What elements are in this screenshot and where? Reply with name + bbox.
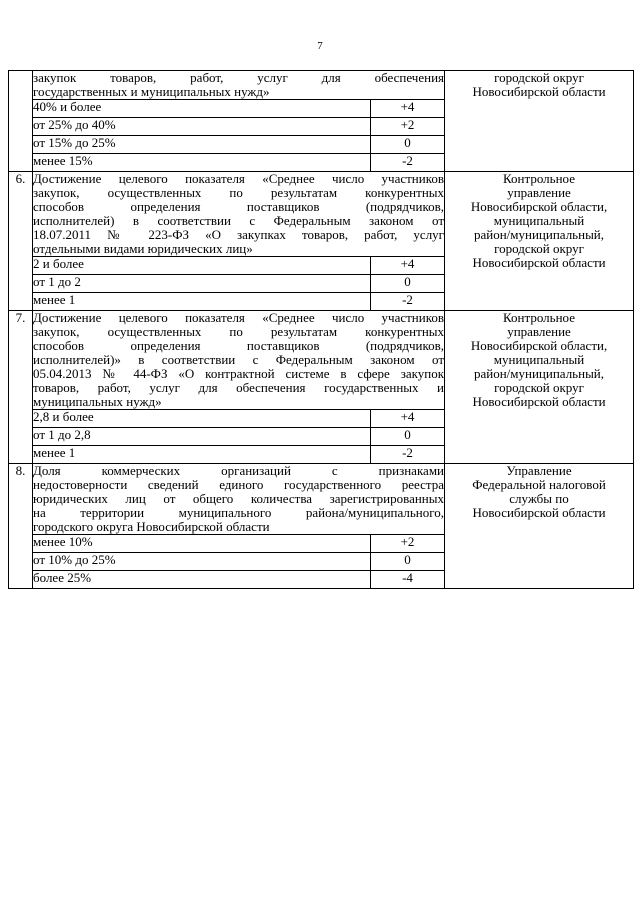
responsible-line: Новосибирской области bbox=[472, 394, 606, 409]
description-line: отдельными видами юридических лиц» bbox=[33, 241, 253, 256]
responsible-line: Управление bbox=[506, 463, 572, 478]
description-line: недостоверности сведений единого государственного реестра bbox=[33, 477, 445, 492]
option-label: 2 и более bbox=[33, 257, 371, 275]
criterion-description bbox=[33, 311, 445, 410]
option-score: +4 bbox=[371, 100, 445, 118]
option-label: от 10% до 25% bbox=[33, 553, 371, 571]
description-line: исполнителей) в соответствии с Федеральным законом от bbox=[33, 213, 445, 228]
option-score: 0 bbox=[371, 428, 445, 446]
option-score: +2 bbox=[371, 118, 445, 136]
responsible-line: Контрольное bbox=[503, 171, 575, 186]
option-label: 40% и более bbox=[33, 100, 371, 118]
responsible-line: городской округ bbox=[494, 380, 584, 395]
table-row bbox=[9, 172, 634, 257]
responsible-line: Новосибирской области bbox=[472, 255, 606, 270]
description-line: закупок, осуществленных по результатам конкурентных bbox=[33, 185, 445, 200]
option-label: менее 15% bbox=[33, 154, 371, 172]
responsible-line: муниципальный bbox=[493, 213, 585, 228]
page-number: 7 bbox=[317, 40, 323, 52]
responsible-line: управление bbox=[507, 324, 571, 339]
description-line: способов определения поставщиков (подрядчиков, bbox=[33, 199, 445, 214]
option-score: 0 bbox=[371, 136, 445, 154]
description-line: закупок, осуществленных по результатам конкурентных bbox=[33, 324, 445, 339]
responsible-line: Федеральной налоговой bbox=[472, 477, 606, 492]
option-score: 0 bbox=[371, 553, 445, 571]
row-number bbox=[9, 71, 33, 172]
responsible-line: Новосибирской области, bbox=[470, 338, 608, 353]
criterion-description bbox=[33, 172, 445, 257]
option-label: от 1 до 2 bbox=[33, 275, 371, 293]
description-line: юридических лиц от общего количества зарегистрированных bbox=[33, 491, 445, 506]
responsible-line: муниципальный bbox=[493, 352, 585, 367]
description-line: 05.04.2013 № 44-ФЗ «О контрактной системе в сфере закупок bbox=[33, 366, 445, 381]
table-row bbox=[9, 464, 634, 535]
description-line: на территории муниципального района/муниципального, bbox=[33, 505, 445, 520]
option-score: -2 bbox=[371, 154, 445, 172]
responsible-body bbox=[445, 172, 634, 311]
description-line: способов определения поставщиков (подрядчиков, bbox=[33, 338, 445, 353]
responsible-line: городской округ bbox=[494, 70, 584, 85]
option-label: от 15% до 25% bbox=[33, 136, 371, 154]
description-line: Доля коммерческих организаций с признаками bbox=[33, 463, 445, 478]
responsible-line: Новосибирской области, bbox=[470, 199, 608, 214]
option-score: -2 bbox=[371, 446, 445, 464]
responsible-line: управление bbox=[507, 185, 571, 200]
description-line: исполнителей)» в соответствии с Федеральным законом от bbox=[33, 352, 445, 367]
option-score: -4 bbox=[371, 571, 445, 589]
table-row bbox=[9, 311, 634, 410]
responsible-line: район/муниципальный, bbox=[474, 366, 605, 381]
option-label: от 1 до 2,8 bbox=[33, 428, 371, 446]
description-line: Достижение целевого показателя «Среднее число участников bbox=[33, 171, 445, 186]
option-score: 0 bbox=[371, 275, 445, 293]
row-number: 7. bbox=[9, 311, 33, 464]
option-score: +4 bbox=[371, 410, 445, 428]
responsible-line: Новосибирской области bbox=[472, 505, 606, 520]
description-line: Достижение целевого показателя «Среднее число участников bbox=[33, 310, 445, 325]
criterion-description bbox=[33, 71, 445, 100]
option-score: -2 bbox=[371, 293, 445, 311]
option-label: более 25% bbox=[33, 571, 371, 589]
option-label: от 25% до 40% bbox=[33, 118, 371, 136]
option-label: менее 1 bbox=[33, 446, 371, 464]
description-line: государственных и муниципальных нужд» bbox=[33, 84, 270, 99]
responsible-line: Контрольное bbox=[503, 310, 575, 325]
criteria-table bbox=[8, 70, 634, 589]
option-label: менее 10% bbox=[33, 535, 371, 553]
option-label: 2,8 и более bbox=[33, 410, 371, 428]
responsible-line: городской округ bbox=[494, 241, 584, 256]
row-number: 6. bbox=[9, 172, 33, 311]
description-line: муниципальных нужд» bbox=[33, 394, 162, 409]
table-row bbox=[9, 71, 634, 100]
criterion-description bbox=[33, 464, 445, 535]
responsible-body bbox=[445, 311, 634, 464]
row-number: 8. bbox=[9, 464, 33, 589]
option-label: менее 1 bbox=[33, 293, 371, 311]
description-line: 18.07.2011 № 223-ФЗ «О закупках товаров, работ, услуг bbox=[33, 227, 445, 242]
responsible-body bbox=[445, 71, 634, 172]
responsible-line: район/муниципальный, bbox=[474, 227, 605, 242]
responsible-body bbox=[445, 464, 634, 589]
option-score: +2 bbox=[371, 535, 445, 553]
responsible-line: Новосибирской области bbox=[472, 84, 606, 99]
option-score: +4 bbox=[371, 257, 445, 275]
description-line: товаров, работ, услуг для обеспечения государственных и bbox=[33, 380, 445, 395]
description-line: закупок товаров, работ, услуг для обеспечения bbox=[33, 70, 445, 85]
description-line: городского округа Новосибирской области bbox=[33, 519, 270, 534]
responsible-line: службы по bbox=[509, 491, 569, 506]
